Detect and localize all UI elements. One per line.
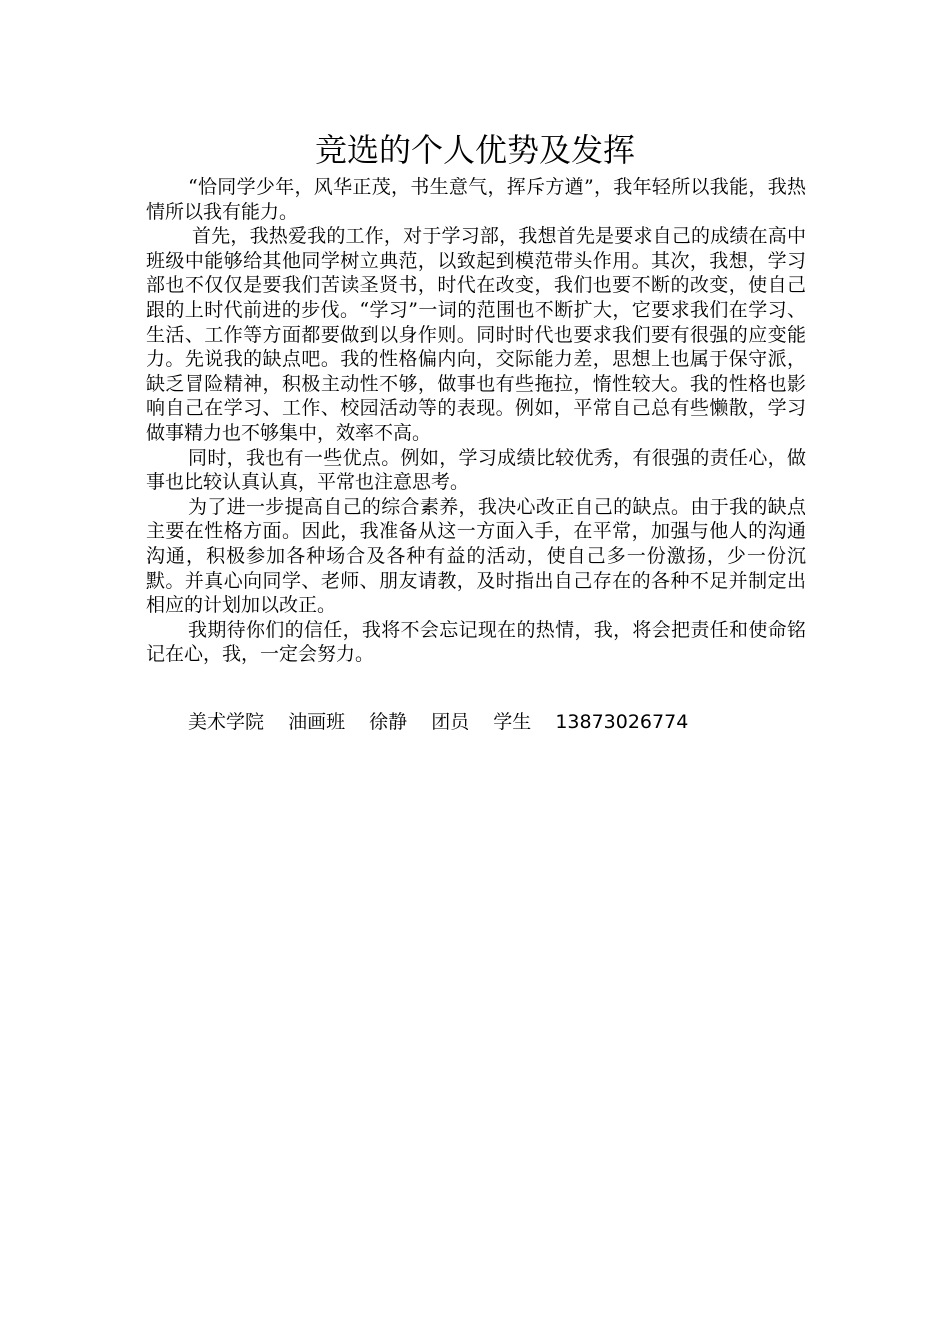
paragraph-2: 首先，我热爱我的工作，对于学习部，我想首先是要求自己的成绩在高中班级中能够给其他同学树立典范，以致起到模范带头作用。其次，我想，学习部也不仅仅是要我们苦读圣贤书，时代在改变，我们也要不断的改变，使自己跟的上时代前进的步伐。“学习”一词的范围也不断扩大，它要求我们在学习、生活、工作等方面都要做到以身作则。同时时代也要求我们要有很强的应变能力。先说我的缺点吧。我的性格偏内向，交际能力差，思想上也属于保守派，缺乏冒险精神，积极主动性不够，做事也有些拖拉，惰性较大。我的性格也影响自己在学习、工作、校园活动等的表现。例如，平常自己总有些懒散，学习做事精力也不够集中，效率不高。	[146, 225, 806, 444]
signature-class: 油画班	[288, 711, 346, 733]
document-body	[146, 175, 806, 667]
signature-role: 学生	[493, 711, 532, 733]
signature-political-status: 团员	[431, 711, 470, 733]
signature-phone: 13873026774	[555, 711, 689, 733]
paragraph-4: 为了进一步提高自己的综合素养，我决心改正自己的缺点。由于我的缺点主要在性格方面。因此，我准备从这一方面入手，在平常，加强与他人的沟通沟通，积极参加各种场合及各种有益的活动，使自己多一份激扬，少一份沉默。并真心向同学、老师、朋友请教，及时指出自己存在的各种不足并制定出相应的计划加以改正。	[146, 495, 806, 617]
signature-college: 美术学院	[188, 711, 265, 733]
paragraph-1: “恰同学少年，风华正茂，书生意气，挥斥方遒”，我年轻所以我能，我热情所以我有能力。	[146, 176, 806, 223]
signature-line	[188, 707, 688, 737]
paragraph-5: 我期待你们的信任，我将不会忘记现在的热情，我，将会把责任和使命铭记在心，我，一定会努力。	[146, 618, 806, 666]
paragraph-3: 同时，我也有一些优点。例如，学习成绩比较优秀，有很强的责任心，做事也比较认真认真，平常也注意思考。	[146, 446, 806, 494]
signature-name: 徐静	[369, 711, 408, 733]
document-title: 竞选的个人优势及发挥	[314, 131, 635, 169]
